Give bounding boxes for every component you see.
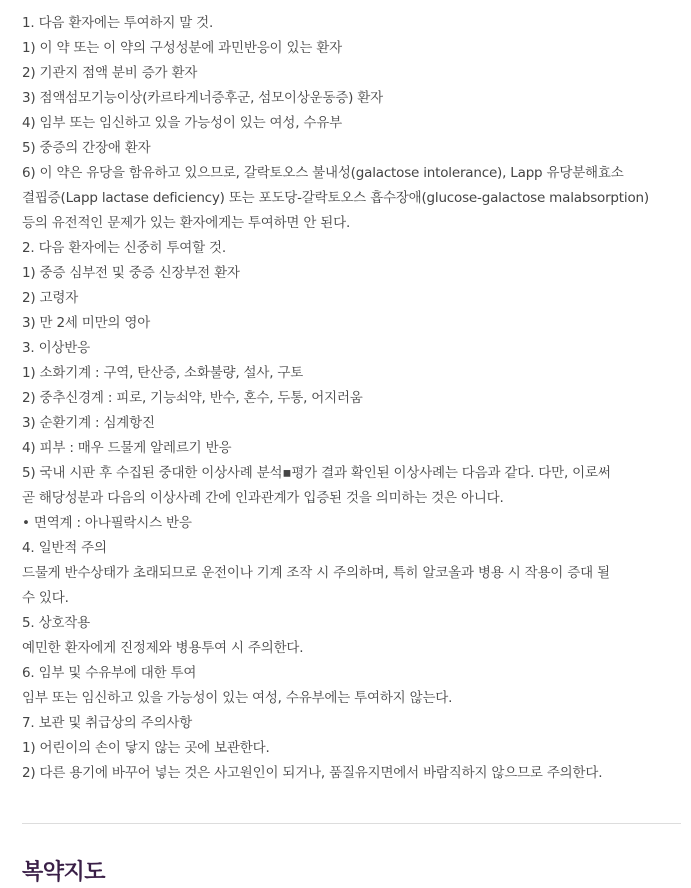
section-header-caution: 2. 다음 환자에는 신중히 투여할 것. [22, 240, 226, 256]
list-item: 3) 순환기계 : 심계항진 [22, 415, 155, 431]
list-item-continued: 곧 해당성분과 다음의 이상사례 간에 인과관계가 입증된 것을 의미하는 것은 아니다. [22, 490, 504, 506]
list-item: 6) 이 약은 유당을 함유하고 있으므로, 갈락토오스 불내성(galactose intolerance), Lapp 유당분해효소 [22, 165, 624, 181]
list-item: 2) 기관지 점액 분비 증가 환자 [22, 65, 198, 81]
section-header-contraindications: 1. 다음 환자에는 투여하지 말 것. [22, 15, 214, 31]
section-header-adverse-reactions: 3. 이상반응 [22, 340, 90, 356]
paragraph: 예민한 환자에게 진정제와 병용투여 시 주의한다. [22, 640, 304, 656]
list-item: 4) 임부 또는 임신하고 있을 가능성이 있는 여성, 수유부 [22, 115, 342, 131]
list-item: 3) 점액섬모기능이상(카르타게너증후군, 섬모이상운동증) 환자 [22, 90, 383, 106]
paragraph: 임부 또는 임신하고 있을 가능성이 있는 여성, 수유부에는 투여하지 않는다. [22, 690, 453, 706]
list-item: 5) 국내 시판 후 수집된 중대한 이상사례 분석▪평가 결과 확인된 이상사례는 다음과 같다. 다만, 이로써 [22, 465, 611, 481]
section-header-interactions: 5. 상호작용 [22, 615, 90, 631]
list-item: 1) 이 약 또는 이 약의 구성성분에 과민반응이 있는 환자 [22, 40, 342, 56]
list-item: 1) 중증 심부전 및 중증 신장부전 환자 [22, 265, 240, 281]
list-item: 2) 고령자 [22, 290, 79, 306]
section-header-storage: 7. 보관 및 취급상의 주의사항 [22, 715, 193, 731]
list-item: 3) 만 2세 미만의 영아 [22, 315, 151, 331]
list-item-continued: 결핍증(Lapp lactase deficiency) 또는 포도당-갈락토오스 흡수장애(glucose-galactose malabsorption) [22, 190, 649, 206]
list-item-continued: 등의 유전적인 문제가 있는 환자에게는 투여하면 안 된다. [22, 215, 351, 231]
medication-guidance-heading: 복약지도 [22, 860, 106, 885]
list-item: 2) 중추신경계 : 피로, 기능쇠약, 반수, 혼수, 두통, 어지러움 [22, 390, 363, 406]
list-item: 1) 어린이의 손이 닿지 않는 곳에 보관한다. [22, 740, 270, 756]
paragraph-continued: 수 있다. [22, 590, 69, 606]
section-header-general-precautions: 4. 일반적 주의 [22, 540, 107, 556]
list-item: 4) 피부 : 매우 드물게 알레르기 반응 [22, 440, 232, 456]
paragraph: 드물게 반수상태가 초래되므로 운전이나 기계 조작 시 주의하며, 특히 알코올과 병용 시 작용이 증대 될 [22, 565, 610, 581]
bullet-item: • 면역계 : 아나필락시스 반응 [22, 515, 192, 531]
section-header-pregnancy: 6. 임부 및 수유부에 대한 투여 [22, 665, 197, 681]
list-item: 1) 소화기계 : 구역, 탄산증, 소화불량, 설사, 구토 [22, 365, 304, 381]
list-item: 5) 중증의 간장애 환자 [22, 140, 151, 156]
drug-precautions-text [22, 11, 682, 786]
section-divider [22, 823, 681, 824]
list-item: 2) 다른 용기에 바꾸어 넣는 것은 사고원인이 되거나, 품질유지면에서 바람직하지 않으므로 주의한다. [22, 765, 603, 781]
